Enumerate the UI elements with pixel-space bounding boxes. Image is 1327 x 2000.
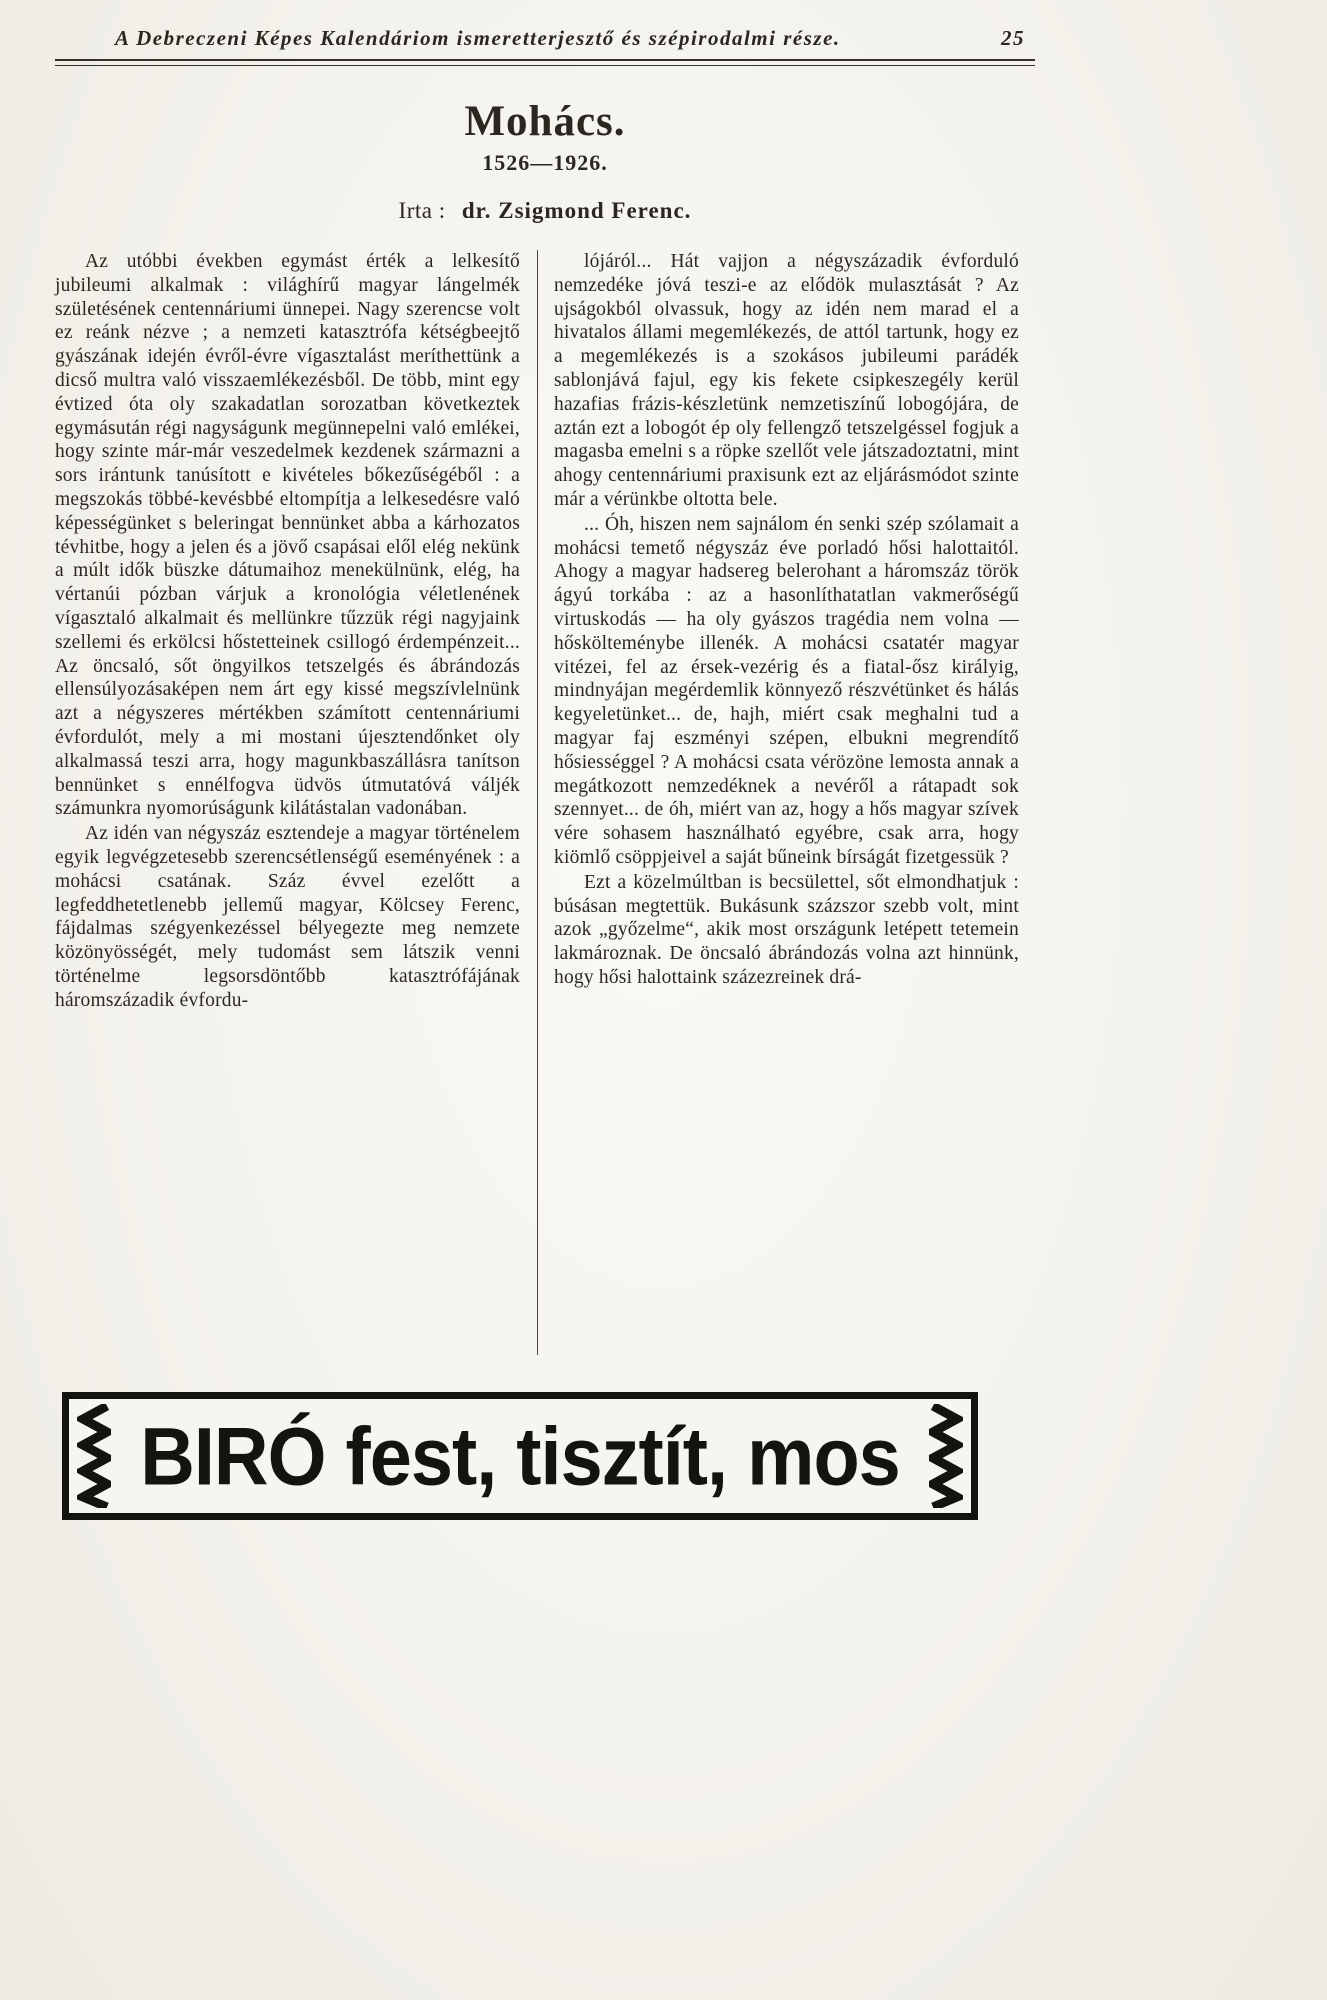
running-head [55,26,1035,57]
zigzag-left-icon [77,1404,111,1508]
byline [55,198,1035,224]
article-body [55,250,1035,1355]
ad-text: BIRÓ fest, tisztít, mos [140,1409,900,1502]
page-number: 25 [1001,26,1025,50]
article-title: Mohács. [464,98,626,145]
running-head-title: A Debreczeni Képes Kalendáriom ismeretterjesztő és szépirodalmi része. [115,26,841,50]
zigzag-right-icon [929,1404,963,1508]
paragraph: lójáról... Hát vajjon a négyszázadik évforduló nemzedéke jóvá teszi-e az elődök mulasztását ? Az ujságokból olvassuk, hogy az idén nem marad el a hivatalos állami megemlékezés, de attól tartunk, hogy ez a megemlékezés is a szokásos jubileumi parádék sablonjává fajul, egy kis fekete csipkeszegély kerül hazafias frázis-készletünk nemzetiszínű lobogójára, de aztán ezt a lobogót ép oly fellengző tetszelgéssel fogjuk a magasba emelni s a röpke szellőt vele játszadoztatni, mint ahogy centennáriumi praxisunk ezt az eljárásmódot szinte már a vérünkbe oltotta bele. [554,251,1019,510]
column-divider [537,250,538,1355]
article-subtitle: 1526—1926. [482,150,608,175]
paragraph: Az utóbbi években egymást érték a lelkesítő jubileumi alkalmak : világhírű magyar lángelmék születésének centennáriumi ünnepei. Nagy szerencse volt ez reánk nézve ; a nemzeti katasztrófa kétségbeejtő gyászának idején évről-évre vígasztalást meríthettünk a dicső multra való visszaemlékezésből. De több, mint egy évtized óta oly szakadatlan sorozatban következtek egymásután régi nagyságunk megünnepelni való emlékei, hogy szinte már-már veszedelmek kezdenek származni a sors irántunk tanúsított e kivételes bőkezűségéből : a megszokás többé-kevésbbé eltompítja a lelkesedésre való képességünket s beleringat bennünket abba a kárhozatos tévhitbe, hogy a jelen és a jövő csapásai elől elég nekünk a múlt idők büszke dátumaihoz menekülnünk, elég, ha vértanúi pózban várjuk a kronológia véletlenének vígasztaló alkalmait és mellünkre tűzzük régi nagyjaink szellemi és erkölcsi hőstetteinek csillogó érdempénzeit... Az öncsaló, sőt öngyilkos tetszelgés és ábrándozás ellensúlyozásaképen nem árt egy kissé megszívlelnünk azt a négyszeres mértékben számított centennáriumi évfordulót, mely a mi mostani újesztendőnket oly alkalmassá teszi arra, hogy magunkbaszállásra tanítson bennünket s ennélfogva üdvös útmutatóvá váljék számunkra nyomorúságunk kilátástalan vadonában. [55,251,520,820]
advertisement-banner [62,1392,978,1520]
page-content [55,26,1035,1355]
left-column [55,250,520,1355]
byline-prefix: Irta : [398,198,446,223]
paragraph: ... Óh, hiszen nem sajnálom én senki szép szólamait a mohácsi temető négyszáz éve porladó hősi halottaitól. Ahogy a magyar hadsereg belerohant a háromszáz török ágyú torkába : az a hasonlíthatatlan vakmerőségű virtuskodás — ha oly gyászos tragédia nem volna — hőskölteménybe illenék. A mohácsi csatatér magyar vitézei, fel az érsek-vezérig és a fiatal-ősz királyig, mindnyájan megérdemlik könnyező részvétünket és hálás kegyeletünket... de, hajh, miért csak meghalni tud a magyar faj eszményi szépen, elbukni megrendítő hősiességgel ? A mohácsi csata vérözöne lemosta annak a megátkozott nemzedéknek a nevéről a rátapadt sok szennyet... de óh, miért van az, hogy a hős magyar szívek vére sohasem használható egyébre, csak arra, hogy kiömlő csöppjeivel a saját bűneink bírságát fizetgessük ? [554,513,1019,868]
paragraph: Ezt a közelmúltban is becsülettel, sőt elmondhatjuk : búsásan megtettük. Bukásunk százszor szebb volt, mint azok „győzelme“, akik most országunk letépett tetemein lakmároznak. De öncsaló ábrándozás volna azt hinnünk, hogy hősi halottaink százezreinek drá- [554,871,1019,988]
byline-author: dr. Zsigmond Ferenc. [461,198,692,223]
paragraph: Az idén van négyszáz esztendeje a magyar történelem egyik legvégzetesebb szerencsétlenségű eseményének : a mohácsi csatának. Száz évvel ezelőtt a legfeddhetetlenebb jellemű magyar, Kölcsey Ferenc, fájdalmas szégyenkezéssel bélyegezte meg nemzete közönyösségét, mely tudomást sem látszik venni történelme legsorsdöntőbb katasztrófájának háromszázadik évfordu- [55,823,520,1011]
right-column [554,250,1019,1355]
header-rule-top [55,59,1035,61]
header-rule-bottom [55,65,1035,66]
header-double-rule [55,59,1035,67]
